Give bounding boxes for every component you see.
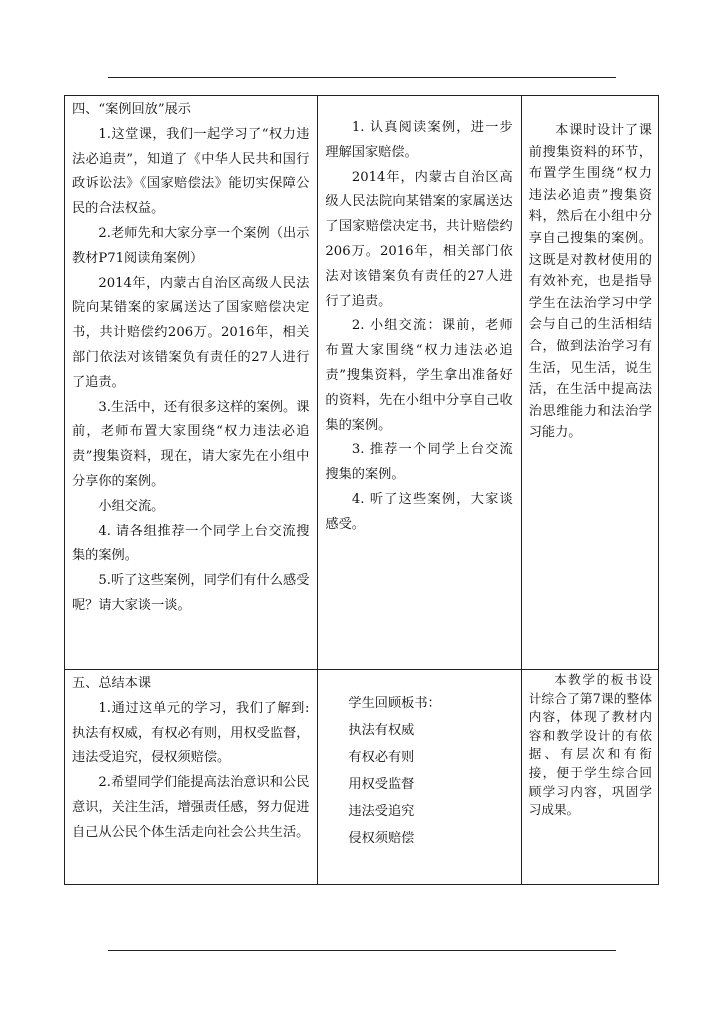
student-step: 3. 推荐一个同学上台交流搜集的案例。 (325, 442, 513, 483)
design-intent-text: 本课时设计了课前搜集资料的环节，布置学生围绕“权力违法必追责”搜集资料，然后在小组中分享自己搜集的案例。这既是对教材使用的有效补充，也是指导学生在法治学习中学会与自己的生活相结合，做到法治学习有生活，见生活，说生活，在生活中提高法治思维能力和法治学习能力。 (528, 123, 652, 441)
design-intent-cell (521, 96, 658, 670)
teacher-step: 3.生活中，还有很多这样的案例。课前，老师布置大家围绕“权力违法必追责”搜集资料，现在，请大家先在小组中分享你的案例。 (72, 399, 310, 489)
board-item: 有权必有则 (348, 750, 415, 765)
board-item: 侵权须赔偿 (348, 831, 415, 846)
student-step: 4. 听了这些案例，大家谈感受。 (325, 491, 513, 532)
board-item: 用权受监督 (348, 777, 415, 792)
board-item: 执法有权威 (348, 723, 415, 738)
teacher-step: 4. 请各组推荐一个同学上台交流搜集的案例。 (72, 523, 310, 564)
student-step: 2014年，内蒙古自治区高级人民法院向某错案的家属送达了国家赔偿决定书，共计赔偿约206万。2016年，相关部门依法对该错案负有责任的27人进行了追责。 (325, 169, 513, 309)
header-rule (108, 77, 616, 78)
teacher-activity-cell (65, 96, 318, 670)
teacher-step: 1.这堂课，我们一起学习了“权力违法必追责”，知道了《中华人民共和国行政诉讼法》《国家赔偿法》能切实保障公民的合法权益。 (72, 126, 310, 217)
student-step: 2. 小组交流：课前，老师布置大家围绕“权力违法必追责”搜集资料，学生拿出准备好的资料，先在小组中分享自己收集的案例。 (325, 318, 513, 433)
board-item: 违法受追究 (348, 804, 415, 819)
teacher-step: 1.通过这单元的学习，我们了解到: 执法有权威，有权必有则，用权受监督，违法受追究，侵权须赔偿。 (72, 700, 310, 766)
teacher-step: 2.老师先和大家分享一个案例（出示教材P71阅读角案例） (72, 225, 310, 266)
teacher-activity-cell (65, 670, 318, 885)
teacher-step: 2014年，内蒙古自治区高级人民法院向某错案的家属送达了国家赔偿决定书，共计赔偿约206万。2016年，相关部门依法对该错案负有责任的27人进行了追责。 (72, 275, 310, 390)
section-heading: 四、“案例回放”展示 (72, 102, 191, 117)
teacher-step: 2.希望同学们能提高法治意识和公民意识，关注生活，增强责任感，努力促进自己从公民个体生活走向社会公共生活。 (72, 775, 310, 840)
lesson-plan-table (64, 95, 659, 885)
board-title: 学生回顾板书： (348, 696, 441, 711)
student-activity-cell (318, 96, 521, 670)
teacher-step: 5.听了这些案例，同学们有什么感受呢？请大家谈一谈。 (72, 573, 310, 613)
table-row-section4 (65, 96, 659, 670)
design-intent-text: 本教学的板书设计综合了第7课的整体内容，体现了教材内容和教学设计的有依据、有层次和有衔接，便于学生综合回顾学习内容，巩固学习成果。 (528, 672, 652, 818)
design-intent-cell (521, 670, 658, 885)
teacher-step: 小组交流。 (98, 498, 165, 514)
table-row-section5 (65, 670, 659, 885)
student-activity-cell (318, 670, 521, 885)
student-step: 1. 认真阅读案例，进一步理解国家赔偿。 (325, 120, 513, 160)
footer-rule (108, 950, 616, 951)
section-heading: 五、总结本课 (72, 676, 152, 691)
